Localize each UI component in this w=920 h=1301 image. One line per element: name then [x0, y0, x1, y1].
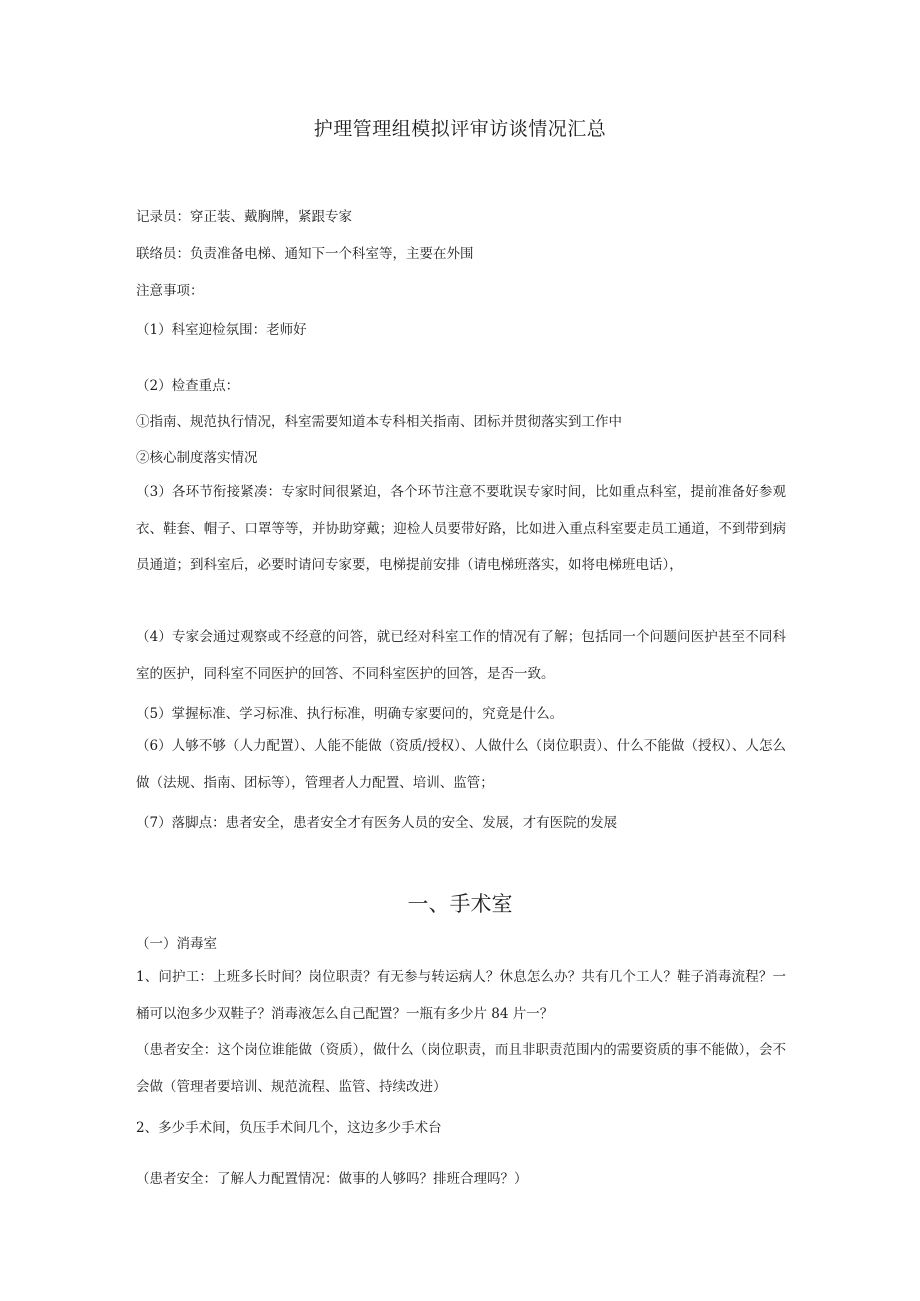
document-title: 护理管理组模拟评审访谈情况汇总	[313, 118, 607, 140]
subsection-heading: （一）消毒室	[136, 936, 217, 952]
note-item-2a: ①指南、规范执行情况，科室需要知道本专科相关指南、团标并贯彻落实到工作中	[136, 414, 622, 430]
note-item-4: （4）专家会通过观察或不经意的问答，就已经对科室工作的情况有了解；包括同一个问题问医护甚至不同科室的医护，同科室不同医护的回答、不同科室医护的回答，是否一致。	[136, 629, 786, 682]
notes-heading: 注意事项：	[136, 283, 204, 299]
note-item-5: （5）掌握标准、学习标准、执行标准，明确专家要问的，究竟是什么。	[136, 706, 564, 722]
note-item-7: （7）落脚点：患者安全，患者安全才有医务人员的安全、发展，才有医院的发展	[136, 815, 618, 831]
note-item-2: （2）检查重点：	[136, 378, 240, 394]
note-item-1: （1）科室迎检氛围：老师好	[136, 322, 307, 338]
section-heading: 一、手术室	[407, 892, 513, 916]
note-item-2b: ②核心制度落实情况	[136, 450, 258, 466]
question-1-note: （患者安全：这个岗位谁能做（资质），做什么（岗位职责，而且非职责范围内的需要资质的事不能做），会不会做（管理者要培训、规范流程、监管、持续改进）	[136, 1042, 786, 1095]
note-item-3: （3）各环节衔接紧凑：专家时间很紧迫，各个环节注意不要耽误专家时间，比如重点科室，提前准备好参观衣、鞋套、帽子、口罩等等，并协助穿戴；迎检人员要带好路，比如进入重点科室要走员工通道，不到带到病员通道；到科室后，必要时请问专家要，电梯提前安排（请电梯班落实，如将电梯班电话），	[136, 484, 786, 573]
liaison-line: 联络员：负责准备电梯、通知下一个科室等，主要在外围	[136, 246, 474, 262]
question-2: 2、多少手术间，负压手术间几个，这边多少手术台	[136, 1120, 442, 1136]
question-1: 1、问护工：上班多长时间？岗位职责？有无参与转运病人？休息怎么办？共有几个工人？鞋子消毒流程？一桶可以泡多少双鞋子？消毒液怎么自己配置？一瓶有多少片 84 片一？	[136, 969, 786, 1022]
question-2-note: （患者安全：了解人力配置情况：做事的人够吗？排班合理吗？）	[136, 1171, 528, 1187]
recorder-line: 记录员：穿正装、戴胸牌，紧跟专家	[136, 209, 352, 225]
note-item-6: （6）人够不够（人力配置）、人能不能做（资质/授权）、人做什么（岗位职责）、什么不能做（授权）、人怎么做（法规、指南、团标等），管理者人力配置、培训、监管；	[136, 738, 786, 791]
